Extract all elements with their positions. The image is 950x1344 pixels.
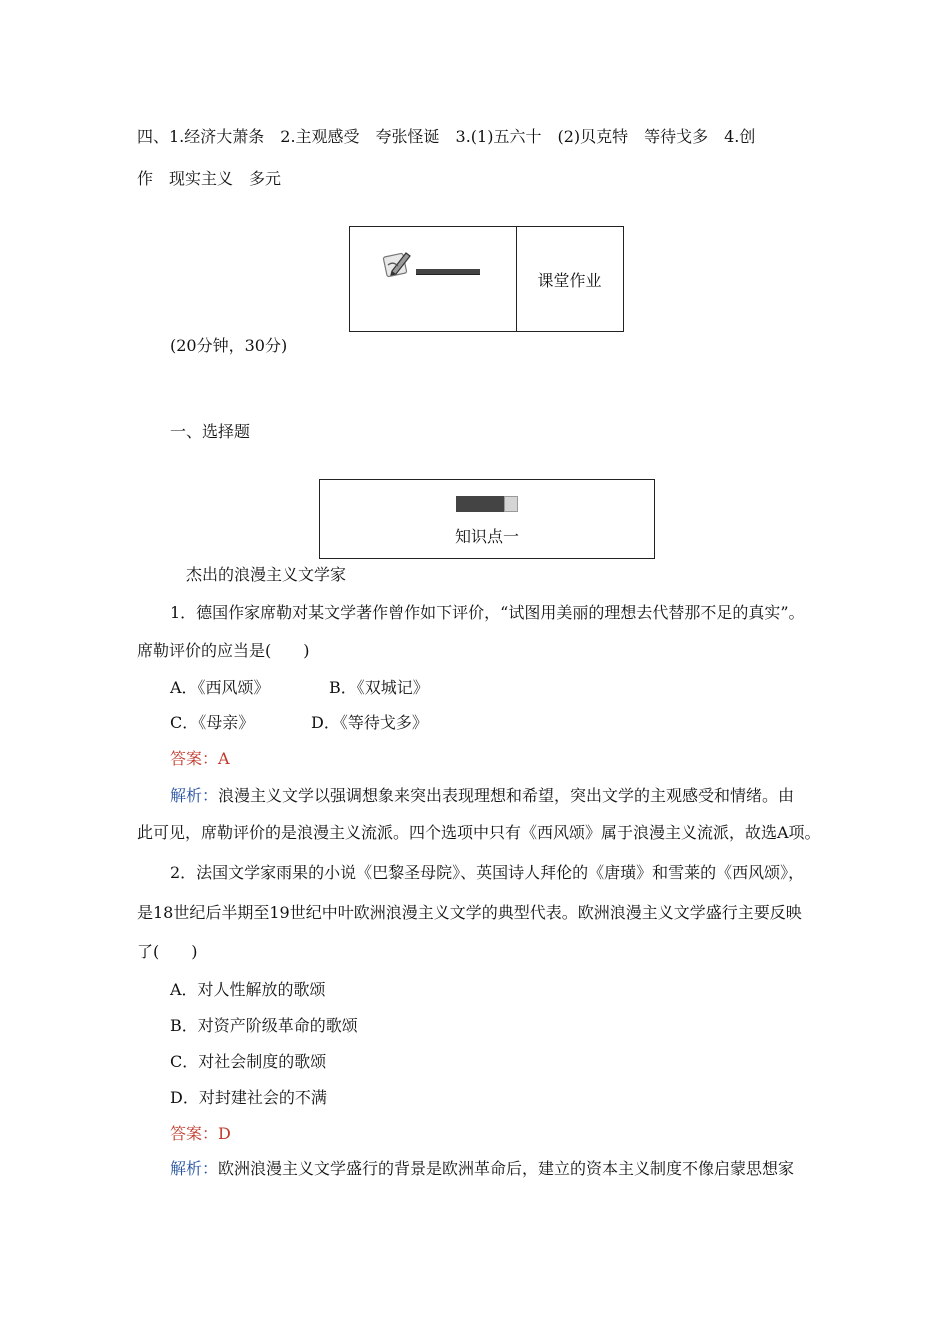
knowledge-point-label: 知识点一 bbox=[454, 527, 519, 546]
question-2-option-b: B．对资产阶级革命的歌颂 bbox=[170, 1016, 358, 1035]
question-2-answer bbox=[170, 1123, 885, 1145]
answer-label: 答案： bbox=[170, 749, 219, 768]
section-title-cell bbox=[516, 227, 623, 331]
analysis-text: 欧洲浪漫主义文学盛行的背景是欧洲革命后，建立的资本主义制度不像启蒙思想家 bbox=[218, 1159, 795, 1178]
homework-section-box bbox=[349, 226, 624, 332]
question-2-stem-2: 是18世纪后半期至19世纪中叶欧洲浪漫主义文学的典型代表。欧洲浪漫主义文学盛行主要反映 bbox=[137, 903, 802, 922]
answer-label: 答案： bbox=[170, 1124, 219, 1143]
knowledge-point-subtitle: 杰出的浪漫主义文学家 bbox=[186, 565, 347, 584]
section-heading: 一、选择题 bbox=[170, 422, 251, 441]
section-icon-cell bbox=[350, 227, 517, 331]
answer-line-1: 四、1.经济大萧条 2.主观感受 夸张怪诞 3.(1)五六十 (2)贝克特 等待戈多 4.创 bbox=[137, 127, 756, 146]
question-1-analysis-2: 此可见，席勒评价的是浪漫主义流派。四个选项中只有《西风颂》属于浪漫主义流派，故选A项。 bbox=[137, 823, 821, 842]
question-1-analysis-1 bbox=[170, 785, 885, 807]
answer-value: D bbox=[218, 1124, 231, 1143]
answer-value: A bbox=[218, 749, 230, 768]
answer-line-2: 作 现实主义 多元 bbox=[137, 169, 282, 188]
question-2-option-a: A．对人性解放的歌颂 bbox=[170, 980, 326, 999]
question-2-analysis-1 bbox=[170, 1158, 885, 1180]
question-1-answer bbox=[170, 748, 885, 770]
analysis-label: 解析： bbox=[170, 786, 219, 805]
decorative-bar bbox=[416, 269, 480, 275]
question-2-option-c: C．对社会制度的歌颂 bbox=[170, 1052, 327, 1071]
question-1-option-b: B．《双城记》 bbox=[329, 678, 429, 697]
knowledge-point-box bbox=[319, 479, 655, 559]
analysis-text: 浪漫主义文学以强调想象来突出表现理想和希望，突出文学的主观感受和情绪。由 bbox=[218, 786, 795, 805]
question-1-stem-1: 1．德国作家席勒对某文学著作曾作如下评价，“试图用美丽的理想去代替那不足的真实”。 bbox=[170, 603, 805, 622]
question-1-stem-2: 席勒评价的应当是( ) bbox=[137, 641, 310, 660]
question-1-option-c: C．《母亲》 bbox=[170, 713, 255, 732]
question-1-option-d: D．《等待戈多》 bbox=[311, 713, 428, 732]
time-note: (20分钟，30分) bbox=[170, 336, 288, 355]
progress-bar-icon bbox=[456, 496, 518, 512]
section-title: 课堂作业 bbox=[537, 270, 602, 290]
question-1-option-a: A．《西风颂》 bbox=[170, 678, 270, 697]
question-2-option-d: D．对封建社会的不满 bbox=[170, 1088, 327, 1107]
analysis-label: 解析： bbox=[170, 1159, 219, 1178]
question-2-stem-1: 2．法国文学家雨果的小说《巴黎圣母院》、英国诗人拜伦的《唐璜》和雪莱的《西风颂》， bbox=[170, 863, 805, 882]
pen-paper-icon bbox=[382, 247, 414, 279]
question-2-stem-3: 了( ) bbox=[137, 942, 198, 961]
